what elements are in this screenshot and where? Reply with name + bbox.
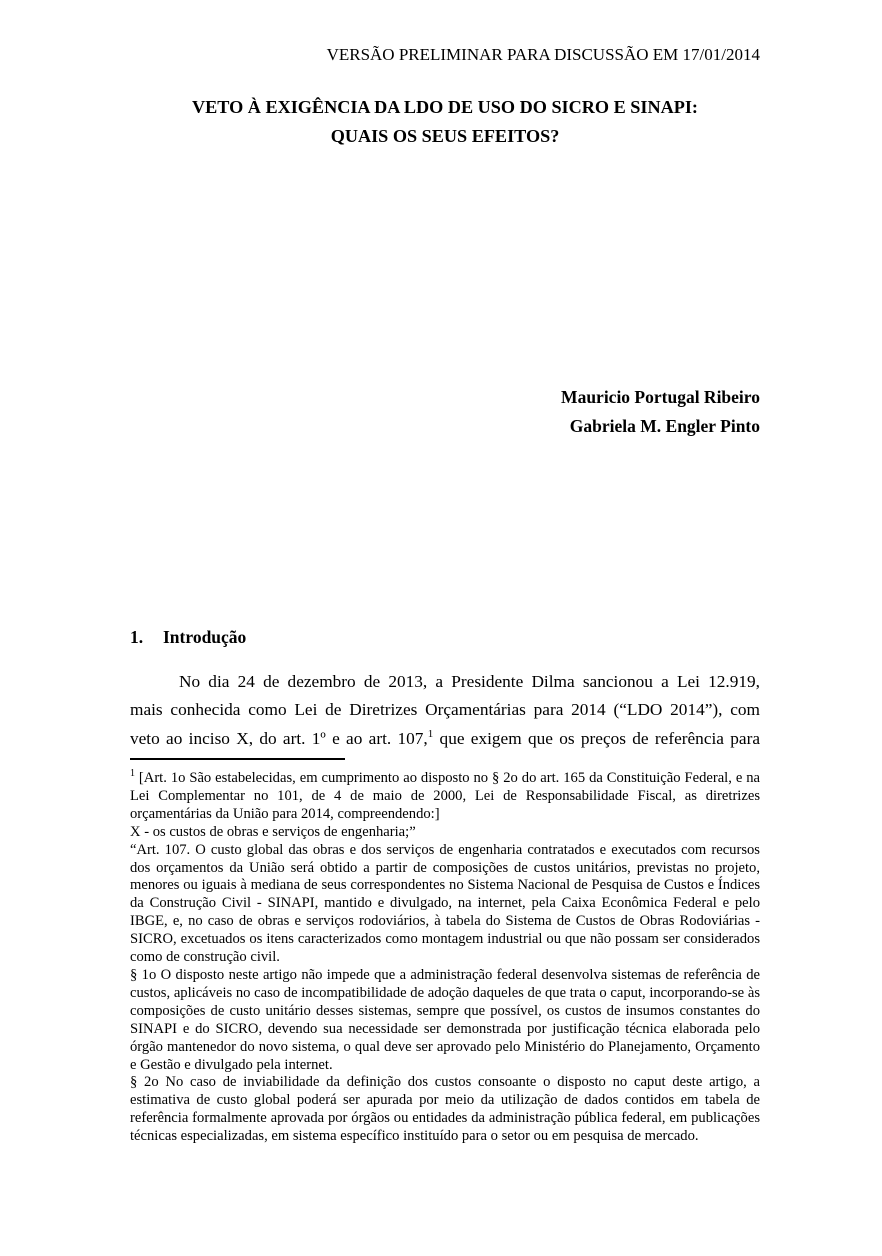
section-title: Introdução xyxy=(163,627,247,647)
footnote-paragraph-1 xyxy=(130,770,760,824)
footnote-reference-marker: 1 xyxy=(427,728,434,741)
footnote-paragraph-4: § 1o O disposto neste artigo não impede que a administração federal desenvolva sistemas de referência de custos, aplicáveis no caso de incompatibilidade de adoção daqueles de que trata o caput, incorporando-se às composições de custo unitário desses sistemas, sempre que possível, os custos de insumos constantes do SINAPI e do SICRO, devendo sua necessidade ser demonstrada por justificação técnica elaborada pelo órgão mantenedor do novo sistema, o qual deve ser aprovado pelo Ministério do Planejamento, Orçamento e Gestão e divulgado pela internet. xyxy=(130,966,760,1073)
paragraph-line-3-continuation: que exigem que os preços de referência para xyxy=(433,728,760,748)
footnote-block xyxy=(130,770,760,1146)
author-name-1: Mauricio Portugal Ribeiro xyxy=(561,387,760,407)
footnote-paragraph-1-text: [Art. 1o São estabelecidas, em cumprimento ao disposto no § 2o do art. 165 da Constituição Federal, e na Lei Complementar no 101, de 4 de maio de 2000, Lei de Responsabilidade Fiscal, as diretrizes orçamentárias da União para 2014, compreendendo:] xyxy=(130,770,760,822)
paragraph-line-1: No dia 24 de dezembro de 2013, a Presidente Dilma sancionou a Lei 12.919, xyxy=(179,672,760,691)
section-heading-introduction xyxy=(130,625,760,649)
paragraph-line-3 xyxy=(130,725,760,753)
footnote-number: 1 xyxy=(130,768,135,780)
footnote-separator-rule xyxy=(130,758,345,760)
title-line-2: QUAIS OS SEUS EFEITOS? xyxy=(330,126,560,146)
section-number: 1. xyxy=(130,627,144,647)
author-name-2: Gabriela M. Engler Pinto xyxy=(569,415,760,436)
document-title xyxy=(130,93,760,151)
header-version-note: VERSÃO PRELIMINAR PARA DISCUSSÃO EM 17/01/2014 xyxy=(326,45,760,64)
footnote-paragraph-2: X - os custos de obras e serviços de engenharia;” xyxy=(130,823,416,840)
authors-block xyxy=(130,383,760,440)
title-line-1: VETO À EXIGÊNCIA DA LDO DE USO DO SICRO E SINAPI: xyxy=(192,97,698,117)
paragraph-line-2: mais conhecida como Lei de Diretrizes Orçamentárias para 2014 (“LDO 2014”), com xyxy=(130,700,760,720)
footnote-paragraph-5: § 2o No caso de inviabilidade da definição dos custos consoante o disposto no caput deste artigo, a estimativa de custo global poderá ser apurada por meio da utilização de dados contidos em tabela de referência formalmente aprovada por órgãos ou entidades da administração pública federal, em publicações técnicas especializadas, em sistema específico instituído para o setor ou em pesquisa de mercado. xyxy=(130,1074,760,1145)
paragraph-line-3-text: veto ao inciso X, do art. 1º e ao art. 107, xyxy=(130,728,428,748)
footnote-paragraph-3: “Art. 107. O custo global das obras e dos serviços de engenharia contratados e executados com recursos dos orçamentos da União será obtido a partir de composições de custos unitários, previstas no projeto, menores ou iguais à mediana de seus correspondentes no Sistema Nacional de Pesquisa de Custos e Índices da Construção Civil - SINAPI, mantido e divulgado, na internet, pela Caixa Econômica Federal e pelo IBGE, e, no caso de obras e serviços rodoviários, à tabela do Sistema de Custos de Obras Rodoviárias - SICRO, excetuados os itens caracterizados como montagem industrial ou que não possam ser considerados como de construção civil. xyxy=(130,841,760,966)
intro-paragraph xyxy=(130,668,760,753)
